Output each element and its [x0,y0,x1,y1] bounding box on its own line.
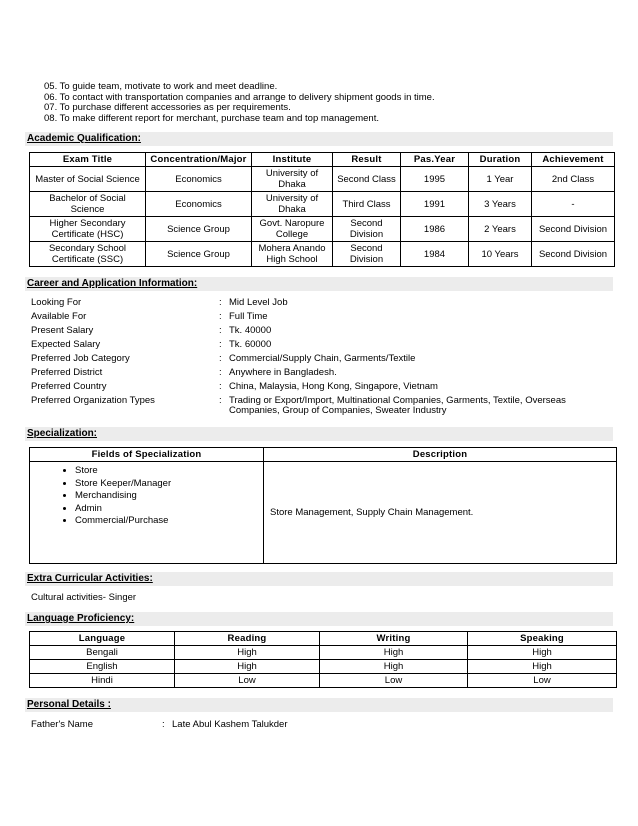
table-cell: 1984 [401,242,469,267]
column-header: Institute [252,153,333,167]
table-cell: - [532,192,615,217]
specialization-heading-bar [25,427,613,441]
table-row [30,192,615,217]
table-cell: Science Group [146,217,252,242]
info-row: Preferred District : Anywhere in Bangladesh. [31,366,611,380]
table-cell: High [320,660,468,674]
academic-table [29,152,615,267]
column-header: Speaking [468,632,617,646]
info-value: China, Malaysia, Hong Kong, Singapore, Vietnam [229,380,438,392]
info-value: Full Time [229,310,268,322]
fields-list [32,465,261,528]
table-cell: 3 Years [469,192,532,217]
table-cell: 1995 [401,167,469,192]
table-cell: Govt. Naropure College [252,217,333,242]
table-row [30,217,615,242]
info-row: Father's Name : Late Abul Kashem Talukder [31,718,611,732]
language-heading: Language Proficiency: [27,613,135,624]
table-row [30,167,615,192]
table-cell: 2 Years [469,217,532,242]
info-value: Trading or Export/Import, Multinational Companies, Garments, Textile, Overseas Companies, Group of Companies, Sweater Industry [229,394,566,416]
table-cell: University of Dhaka [252,192,333,217]
duty-item: 05. To guide team, motivate to work and meet deadline. [44,81,278,92]
column-header: Result [333,153,401,167]
table-cell: 1 Year [469,167,532,192]
table-cell: 10 Years [469,242,532,267]
info-value: Anywhere in Bangladesh. [229,366,337,378]
table-cell: Science Group [146,242,252,267]
info-label: Present Salary [31,325,94,336]
info-label: Preferred Job Category [31,353,130,364]
list-item: • Store [75,465,261,478]
info-label: Father's Name [31,719,94,730]
table-cell: Master of Social Science [30,167,146,192]
column-header: Language [30,632,175,646]
list-item: • Merchandising [75,490,261,503]
info-value: Late Abul Kashem Talukder [172,718,288,730]
info-row: Available For : Full Time [31,310,611,324]
info-row: Expected Salary : Tk. 60000 [31,338,611,352]
table-row [30,646,617,660]
table-cell: Hindi [30,674,175,688]
table-cell: Economics [146,192,252,217]
table-cell: 1986 [401,217,469,242]
table-cell: 1991 [401,192,469,217]
table-row [30,462,617,564]
table-row [30,660,617,674]
table-row [30,674,617,688]
list-item: • Store Keeper/Manager [75,478,261,491]
career-info [31,296,611,417]
extra-heading-bar [25,572,613,586]
table-cell: Secondary School Certificate (SSC) [30,242,146,267]
description-cell: Store Management, Supply Chain Management. [264,462,617,564]
table-cell: Second Division [532,242,615,267]
info-label: Preferred Country [31,381,107,392]
table-cell: High [320,646,468,660]
table-cell: Low [320,674,468,688]
table-header-row [30,448,617,462]
career-heading-bar [25,277,613,291]
extra-text: Cultural activities- Singer [31,592,137,603]
table-cell: Low [175,674,320,688]
personal-heading: Personal Details : [27,699,111,710]
table-cell: 2nd Class [532,167,615,192]
personal-heading-bar [25,698,613,712]
info-label: Looking For [31,297,82,308]
column-header: Duration [469,153,532,167]
info-label: Expected Salary [31,339,101,350]
column-header: Achievement [532,153,615,167]
table-cell: Third Class [333,192,401,217]
column-header: Pas.Year [401,153,469,167]
table-cell: University of Dhaka [252,167,333,192]
duty-list [44,82,604,124]
info-row: Looking For : Mid Level Job [31,296,611,310]
info-value: Tk. 60000 [229,338,272,350]
table-cell: Second Class [333,167,401,192]
table-cell: English [30,660,175,674]
table-cell: High [175,646,320,660]
info-row: Preferred Job Category : Commercial/Supply Chain, Garments/Textile [31,352,611,366]
table-row [30,242,615,267]
column-header: Fields of Specialization [30,448,264,462]
info-row: Present Salary : Tk. 40000 [31,324,611,338]
duty-item: 07. To purchase different accessories as per requirements. [44,102,291,113]
duty-item: 06. To contact with transportation companies and arrange to delivery shipment goods in time. [44,91,435,103]
academic-heading: Academic Qualification: [27,133,141,144]
column-header: Reading [175,632,320,646]
table-cell: Second Division [333,217,401,242]
personal-info [31,718,611,732]
table-cell: Second Division [333,242,401,267]
info-value: Commercial/Supply Chain, Garments/Textile [229,352,416,364]
language-table [29,631,617,688]
table-cell: Second Division [532,217,615,242]
info-value: Mid Level Job [229,296,288,308]
column-header: Description [264,448,617,462]
list-item: • Admin [75,503,261,516]
table-header-row [30,153,615,167]
table-cell: Economics [146,167,252,192]
specialization-heading: Specialization: [27,428,98,439]
table-cell: Bachelor of Social Science [30,192,146,217]
info-row: Preferred Organization Types : Trading or Export/Import, Multinational Companies, Garments, Textile, Overseas Companies, Group of Companies, Sweater Industry [31,394,611,417]
language-heading-bar [25,612,613,626]
table-cell: Bengali [30,646,175,660]
extra-heading: Extra Curricular Activities: [27,573,153,584]
career-heading: Career and Application Information: [27,278,198,289]
table-cell: High [175,660,320,674]
column-header: Exam Title [30,153,146,167]
table-cell: Higher Secondary Certificate (HSC) [30,217,146,242]
info-label: Preferred Organization Types [31,395,155,406]
fields-cell [30,462,264,564]
info-label: Preferred District [31,367,103,378]
info-label: Available For [31,311,87,322]
academic-heading-bar [25,132,613,146]
column-header: Concentration/Major [146,153,252,167]
table-cell: Low [468,674,617,688]
table-cell: High [468,660,617,674]
column-header: Writing [320,632,468,646]
specialization-table [29,447,617,564]
table-cell: High [468,646,617,660]
table-header-row [30,632,617,646]
table-cell: Mohera Anando High School [252,242,333,267]
duty-item: 08. To make different report for merchant, purchase team and top management. [44,112,379,124]
list-item: • Commercial/Purchase [75,515,261,528]
info-value: Tk. 40000 [229,324,272,336]
info-row: Preferred Country : China, Malaysia, Hong Kong, Singapore, Vietnam [31,380,611,394]
